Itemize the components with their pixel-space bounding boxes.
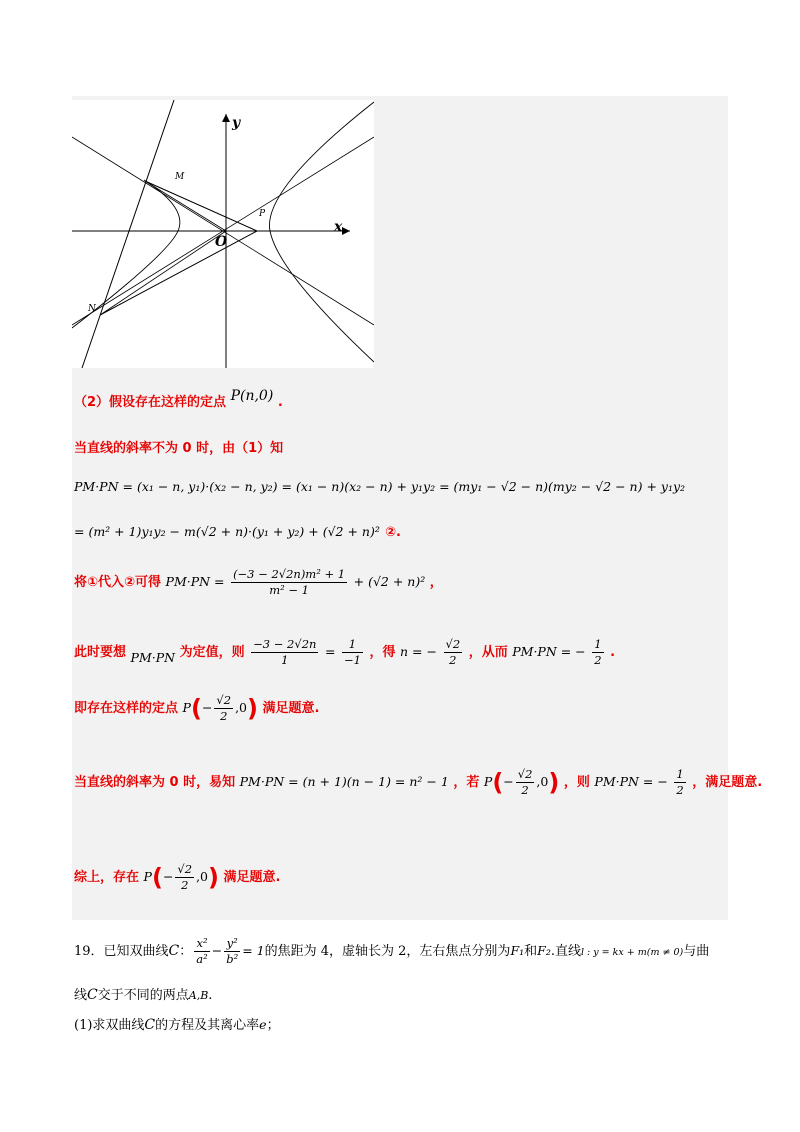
line8-right-paren: )	[548, 768, 560, 797]
line7-fraction	[214, 693, 233, 724]
solution-line-9: 综上，存在 P(− $\frac{√2}{2}$ ,0) 满足题意.	[74, 862, 281, 892]
line8-num2: 1	[676, 767, 684, 781]
q-num2: y²	[224, 936, 240, 952]
line1-math: P(n,0)	[230, 388, 274, 404]
solution-line-8: 当直线的斜率为 0 时，易知 PM·PN = (n + 1)(n − 1) = n² − 1 ，若 P(− $\frac{√2}{2}$ ,0) ，则 PM·PN = − $\frac{1}{2}$ ，满足题意.	[74, 767, 763, 797]
point-n-label: N	[88, 304, 96, 314]
line6-fraction-2	[342, 637, 363, 668]
line1-text: （2）假设存在这样的定点	[74, 395, 227, 410]
line4-suffix: ②.	[384, 525, 401, 540]
q-line2-b: 交于不同的两点	[97, 988, 189, 1003]
line6-get: ，得	[369, 645, 396, 660]
line9-right-paren: )	[208, 863, 219, 892]
line8-num: √2	[517, 767, 533, 781]
segment-pn	[100, 231, 257, 315]
q-text1: 的焦距为 4，虚轴长为 2，左右焦点分别为	[264, 944, 511, 959]
line8-den: 2	[521, 783, 529, 797]
y-axis-arrow	[222, 114, 230, 122]
q-den1: a²	[196, 952, 208, 966]
q-c: C	[168, 943, 180, 959]
hyperbola-right-branch	[269, 102, 374, 362]
segment-pm	[145, 181, 257, 231]
q-line2-end: .	[208, 988, 213, 1003]
question-19-line-1	[74, 936, 709, 967]
solution-line-5	[74, 567, 443, 598]
segment-on	[100, 231, 226, 315]
line8-den2: 2	[676, 783, 684, 797]
line6-den1: 1	[281, 653, 289, 667]
line8-suffix: ，满足题意.	[692, 775, 763, 790]
q-line2-a: 线	[74, 988, 88, 1003]
solution-line-3	[74, 476, 685, 495]
segment-om	[145, 181, 226, 231]
q-sub1-end: ；	[266, 1018, 280, 1033]
line9-suffix: 满足题意.	[223, 870, 281, 885]
line5-tail: + (√2 + n)²	[353, 574, 426, 589]
q-f2: F₂	[537, 943, 551, 958]
line8-then: ，则	[563, 775, 590, 790]
line6-text: 此时要想	[74, 645, 127, 660]
line7-text: 即存在这样的定点	[74, 701, 179, 716]
q-text3: 与曲	[683, 944, 710, 959]
line5-text: 将①代入②可得	[74, 575, 162, 590]
q-and: 和	[524, 944, 538, 959]
q-sub1-e: e	[259, 1017, 267, 1032]
line3-math: PM·PN = (x₁ − n, y₁)·(x₂ − n, y₂) = (x₁ − n)(x₂ − n) + y₁y₂ = (my₁ − √2 − n)(my₂ − √2 − n) + y₁y₂	[74, 479, 686, 494]
line8-text: 当直线的斜率为 0 时，易知	[74, 775, 236, 790]
point-p-label: P	[259, 209, 266, 219]
line6-result: PM·PN = −	[512, 644, 586, 659]
line9-text: 综上，存在	[74, 870, 140, 885]
solution-line-7: 即存在这样的定点 P(− $\frac{√2}{2}$ ,0) 满足题意.	[74, 693, 320, 723]
line5-lhs: PM·PN =	[165, 574, 225, 589]
x-axis-label: x	[334, 219, 343, 235]
line8-fraction-2	[674, 767, 685, 798]
line7-num: √2	[216, 693, 232, 707]
line8-p: P	[483, 774, 493, 789]
q-sub1-a: (1)求双曲线	[74, 1018, 145, 1033]
line9-den: 2	[181, 878, 189, 892]
q-colon: ：	[179, 944, 193, 959]
line6-n: n = −	[400, 644, 437, 659]
solution-line-2	[74, 437, 283, 456]
line4-math: = (m² + 1)y₁y₂ − m(√2 + n)·(y₁ + y₂) + (√2 + n)²	[74, 524, 380, 539]
point-m-label: M	[175, 172, 185, 182]
q-line-l: l : y = kx + m(m ≠ 0)	[580, 947, 684, 958]
q-num1: x²	[194, 936, 209, 952]
line6-equals: =	[324, 644, 336, 659]
origin-label: O	[215, 234, 228, 250]
line1-suffix: .	[277, 395, 283, 410]
line8-zero: ,0	[536, 774, 549, 789]
x-axis-arrow	[342, 227, 350, 235]
q-sub1-b: 的方程及其离心率	[155, 1018, 260, 1033]
line9-num: √2	[177, 862, 193, 876]
line6-num3: √2	[445, 637, 461, 651]
line6-den2: −1	[343, 653, 361, 667]
question-19-line-2	[74, 984, 212, 1003]
line7-suffix: 满足题意.	[262, 701, 320, 716]
q-fraction-2	[224, 936, 240, 967]
q-line2-c: C	[87, 987, 98, 1003]
line9-zero: ,0	[196, 869, 209, 884]
line5-numerator: (−3 − 2√2n)m² + 1	[233, 567, 346, 581]
hyperbola-figure	[72, 100, 374, 368]
line7-p: P	[182, 700, 191, 715]
line6-den3: 2	[449, 653, 457, 667]
q-prefix: 19．已知双曲线	[74, 944, 169, 959]
line7-right-paren: )	[247, 694, 258, 723]
line8-fraction	[516, 767, 535, 798]
line9-left-paren: (	[151, 863, 163, 892]
q-line2-ab: A,B	[188, 989, 209, 1002]
hyperbola-graph	[72, 100, 374, 368]
line2-text: 当直线的斜率不为 0 时，由（1）知	[74, 441, 284, 456]
q-eq: = 1	[242, 943, 265, 958]
line8-if: ，若	[453, 775, 480, 790]
line6-num2: 1	[342, 637, 363, 653]
question-19-part-1	[74, 1014, 280, 1033]
line-mn	[82, 100, 174, 368]
line6-num1: −3 − 2√2n	[253, 637, 317, 651]
solution-line-4	[74, 521, 401, 540]
line6-vector: PM·PN	[130, 650, 176, 665]
q-fraction-1	[194, 936, 209, 967]
line9-fraction	[175, 862, 194, 893]
q-sub1-c: C	[144, 1017, 156, 1033]
line7-left-paren: (	[190, 694, 202, 723]
y-axis-label: y	[232, 115, 241, 131]
line6-fraction-4	[592, 637, 603, 668]
line6-end: .	[610, 645, 616, 660]
line9-p: P	[143, 869, 152, 884]
line6-so: ，从而	[468, 645, 508, 660]
line8-result: PM·PN = −	[594, 774, 668, 789]
line5-denominator: m² − 1	[269, 583, 309, 597]
line6-mid: 为定值，则	[179, 645, 245, 660]
q-minus: −	[211, 943, 223, 958]
line5-suffix: ，	[429, 575, 443, 590]
q-den2: b²	[226, 952, 239, 966]
line6-fraction-1	[251, 637, 318, 668]
line6-fraction-3	[444, 637, 463, 668]
line8-math: PM·PN = (n + 1)(n − 1) = n² − 1	[239, 774, 449, 789]
q-f1: F₁	[510, 943, 525, 958]
line8-left-paren: (	[492, 768, 504, 797]
solution-line-6	[74, 637, 615, 668]
line7-zero: ,0	[235, 700, 248, 715]
line6-den4: 2	[594, 653, 602, 667]
line5-fraction	[231, 567, 347, 598]
q-text2: .直线	[550, 944, 581, 959]
line7-den: 2	[220, 709, 228, 723]
solution-line-1	[74, 388, 283, 410]
line6-num4: 1	[594, 637, 602, 651]
